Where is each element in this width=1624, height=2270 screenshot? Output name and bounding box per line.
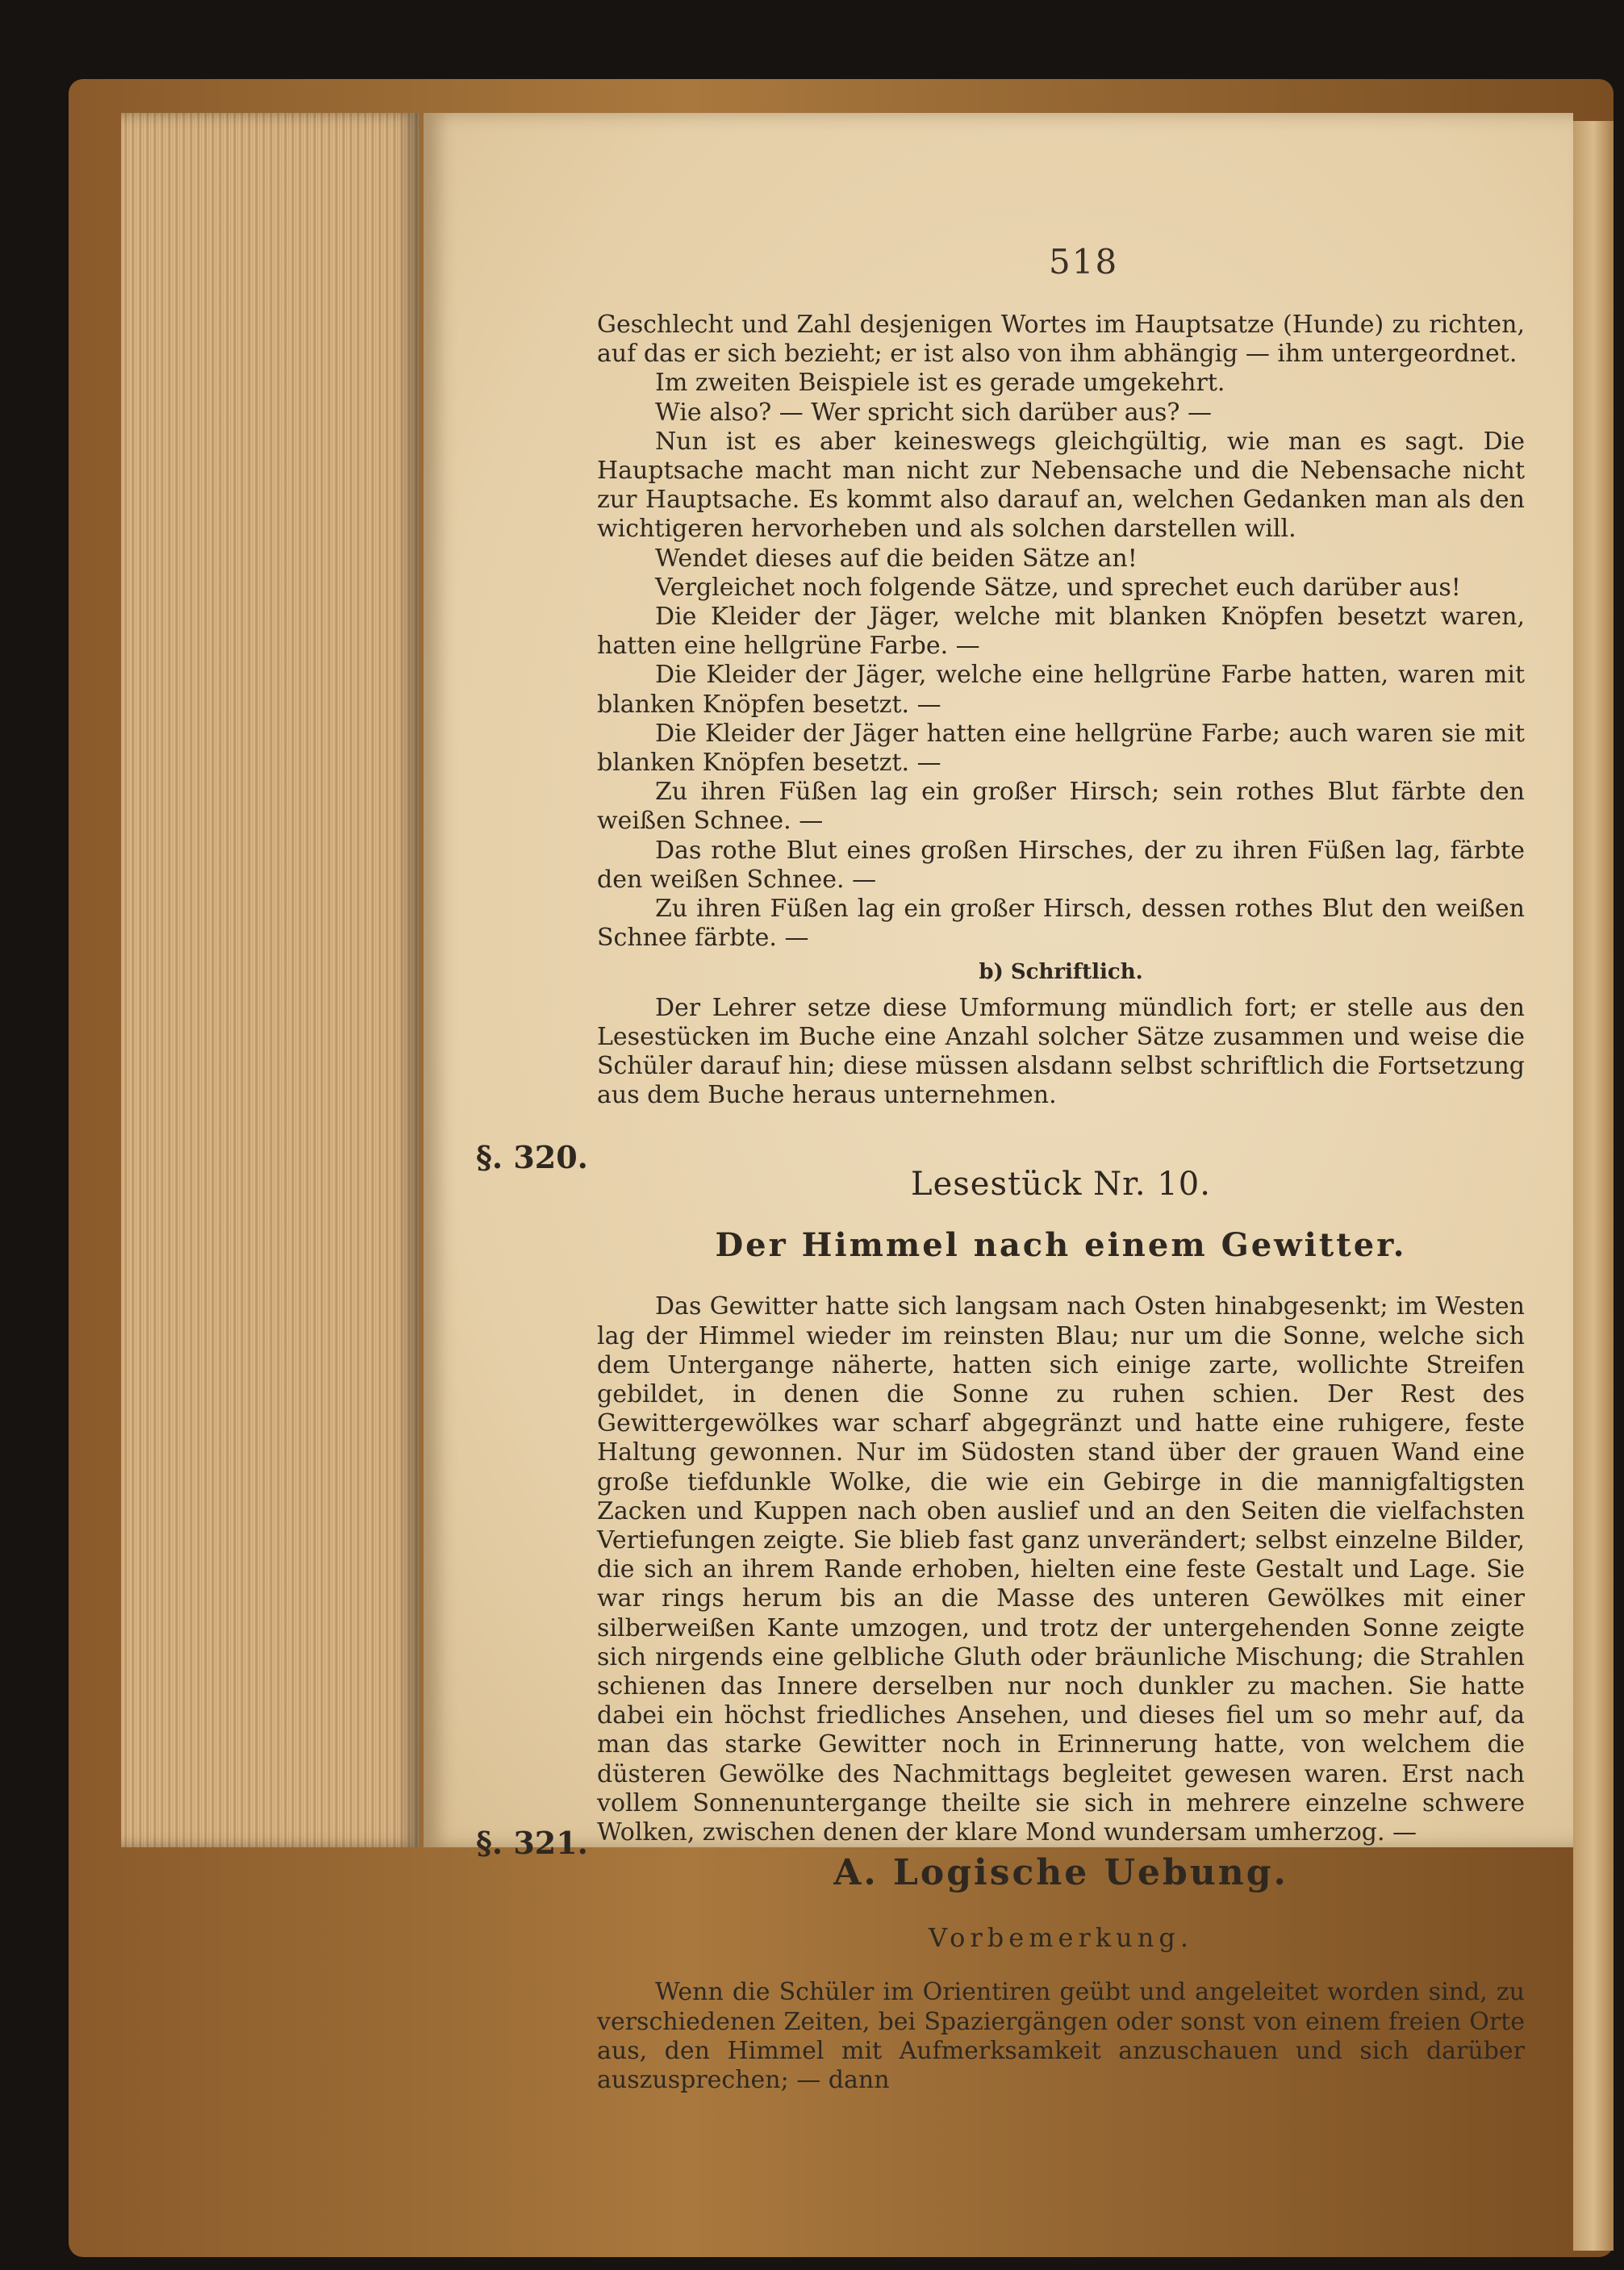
adjacent-page-edge	[1573, 121, 1614, 2251]
paragraph: Vergleichet noch folgende Sätze, und sprechet euch darüber aus!	[655, 573, 1461, 602]
paragraph: Geschlecht und Zahl desjenigen Wortes im Hauptsatze (Hunde) zu richten, auf das er sich bezieht; er ist also von ihm abhängig — ihm untergeordnet.	[597, 311, 1525, 369]
section-320-block	[597, 1137, 1525, 1847]
page-stack	[121, 113, 420, 1847]
section-label-320: §. 320.	[476, 1139, 588, 1175]
top-text-block	[597, 311, 1525, 1110]
section-title: Der Himmel nach einem Gewitter.	[715, 1226, 1407, 1265]
paragraph: Im zweiten Beispiele ist es gerade umgekehrt.	[655, 369, 1225, 398]
subheading-b: b) Schriftlich.	[979, 960, 1143, 985]
paragraph: Wenn die Schüler im Orientiren geübt und angeleitet worden sind, zu verschiedenen Zeiten, bei Spaziergängen oder sonst von einem freien Orte aus, den Himmel mit Aufmerksamkeit anzuschauen und sich darüber auszusprechen; — dann	[597, 1978, 1525, 2095]
paragraph: Der Lehrer setze diese Umformung mündlich fort; er stelle aus den Lesestücken im Buche eine Anzahl solcher Sätze zusammen und weise die Schüler darauf hin; diese müssen alsdann selbst schriftlich die Fortsetzung aus dem Buche heraus unternehmen.	[597, 993, 1525, 1110]
paragraph: Zu ihren Füßen lag ein großer Hirsch; sein rothes Blut färbte den weißen Schnee. —	[597, 778, 1525, 836]
paragraph: Das Gewitter hatte sich langsam nach Osten hinabgesenkt; im Westen lag der Himmel wieder im reinsten Blau; nur um die Sonne, welche sich dem Untergange näherte, hatten sich einige zarte, wollichte Streifen gebildet, in denen die Sonne zu ruhen schien. Der Rest des Gewittergewölkes war scharf abgegränzt und hatte eine ruhigere, feste Haltung gewonnen. Nur im Südosten stand über der grauen Wand eine große tiefdunkle Wolke, die wie ein Gebirge in die mannigfaltigsten Zacken und Kuppen nach oben auslief und an den Seiten die vielfachsten Vertiefungen zeigte. Sie blieb fast ganz unverändert; selbst einzelne Bilder, die sich an ihrem Rande erhoben, hielten eine feste Gestalt und Lage. Sie war rings herum bis an die Masse des unteren Gewölkes mit einer silberweißen Kante umzogen, und trotz der untergehenden Sonne zeigte sich nirgends eine gelbliche Gluth oder bräunliche Mischung; die Strahlen schienen das Innere derselben nur noch dunkler zu machen. Sie hatte dabei ein höchst friedliches Ansehen, und dieses fiel um so mehr auf, da man das starke Gewitter noch in Erinnerung hatte, von welchem die düsteren Gewölke des Nachmittags begleitet gewesen waren. Erst nach vollem Sonnenuntergange theilte sie sich in mehrere einzelne schwere Wolken, zwischen denen der klare Mond wundersam umherzog. —	[597, 1292, 1525, 1847]
section-label-321: §. 321.	[476, 1825, 588, 1861]
paragraph: Die Kleider der Jäger, welche mit blanken Knöpfen besetzt waren, hatten eine hellgrüne Farbe. —	[597, 603, 1525, 661]
paragraph: Nun ist es aber keineswegs gleichgültig, wie man es sagt. Die Hauptsache macht man nicht zur Nebensache und die Nebensache nicht zur Hauptsache. Es kommt also darauf an, welchen Gedanken man als den wichtigeren hervorheben und als solchen darstellen will.	[597, 427, 1525, 544]
section-title: A. Logische Uebung.	[833, 1852, 1288, 1893]
paragraph: Die Kleider der Jäger hatten eine hellgrüne Farbe; auch waren sie mit blanken Knöpfen besetzt. —	[597, 719, 1525, 778]
section-subtitle: Vorbemerkung.	[929, 1922, 1193, 1954]
paragraph: Zu ihren Füßen lag ein großer Hirsch, dessen rothes Blut den weißen Schnee färbte. —	[597, 895, 1525, 953]
paragraph: Die Kleider der Jäger, welche eine hellgrüne Farbe hatten, waren mit blanken Knöpfen besetzt. —	[597, 661, 1525, 719]
paragraph: Wie also? — Wer spricht sich darüber aus? —	[655, 398, 1213, 427]
page-number: 518	[1049, 242, 1119, 282]
paragraph: Wendet dieses auf die beiden Sätze an!	[655, 544, 1138, 573]
section-321-block	[597, 1823, 1525, 2095]
paragraph: Das rothe Blut eines großen Hirsches, der zu ihren Füßen lag, färbte den weißen Schnee. —	[597, 836, 1525, 894]
lesson-heading: Lesestück Nr. 10.	[911, 1166, 1211, 1203]
